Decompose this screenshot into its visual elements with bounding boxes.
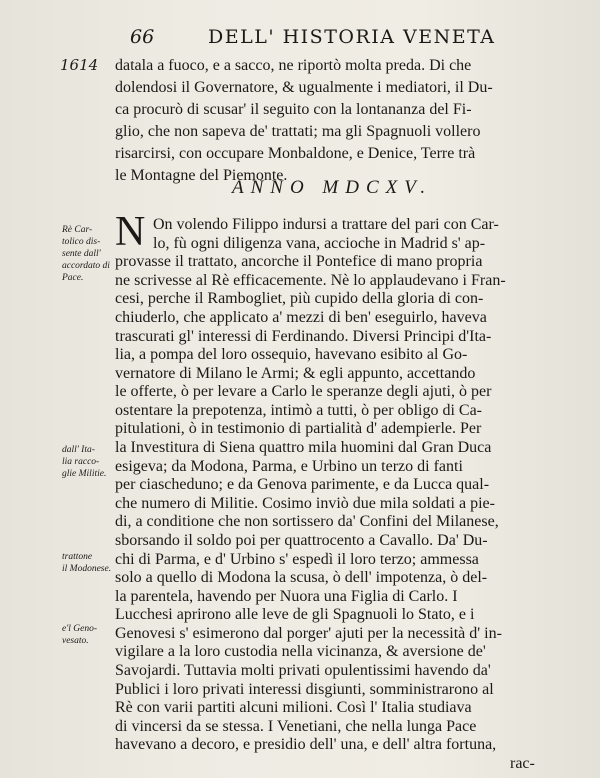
margin-note-line: dall' Ita- [62, 445, 95, 455]
text-line: On volendo Filippo indursi a trattare del pari con Car- [153, 216, 499, 233]
text-line: Lucchesi aprirono alle leve de gli Spagnuoli lo Stato, e i [115, 606, 475, 623]
margin-note-line: lia racco- [62, 457, 100, 467]
text-line: vigilare a la loro custodia nella vicinanza, & aversione de' [115, 643, 486, 660]
text-line: di vincersi da se stessa. I Venetiani, che nella lunga Pace [115, 718, 477, 735]
margin-note [62, 551, 111, 575]
text-line: dolendosi il Governatore, & ugualmente i mediatori, il Du- [115, 79, 493, 96]
text-line: solo a quello di Modona la scusa, ò dell' impotenza, ò del- [115, 569, 488, 586]
margin-note-line: Pace. [62, 273, 84, 283]
running-head: DELL' HISTORIA VENETA [208, 26, 496, 48]
text-line: che numero di Militie. Cosimo inviò due mila soldati a pie- [115, 495, 495, 512]
text-line: trascurati gl' interessi di Ferdinando. Diversi Principi d'Ita- [115, 328, 492, 345]
text-line: la parentela, havendo per Nuora una Figlia di Carlo. I [115, 588, 458, 605]
margin-note-line: e'l Geno- [62, 624, 98, 634]
text-line: chi di Parma, e d' Urbino s' espedì il loro terzo; ammessa [115, 551, 479, 568]
year-heading: ANNO MDCXV. [232, 177, 433, 198]
text-line: ne scrivesse al Rè efficacemente. Nè lo applaudevano i Fran- [115, 272, 506, 289]
margin-note-line: trattone [62, 552, 93, 562]
page-number: 66 [130, 26, 155, 48]
text-line: sborsando il soldo poi per quattrocento a Cavallo. Da' Du- [115, 532, 488, 549]
text-line: ostentare la prepotenza, intimò a tutti, ò per obligo di Ca- [115, 402, 483, 419]
text-line: Rè con varii partiti alcuni milioni. Così l' Italia studiava [115, 699, 472, 716]
margin-note-line: vesato. [62, 636, 89, 646]
text-line: ca procurò di scusar' il seguito con la lontananza del Fi- [115, 101, 472, 118]
text-line: chiuderlo, che applicato a' mezzi di ben' eseguirlo, haveva [115, 309, 487, 326]
text-line: Genovesi s' esimerono dal porger' ajuti per la necessità d' in- [115, 625, 502, 642]
margin-note [62, 444, 106, 480]
text-line: la Investitura di Siena quattro mila huomini dal Gran Duca [115, 439, 492, 456]
text-line: per ciascheduno; e da Genova parimente, e da Lucca qual- [115, 476, 490, 493]
text-line: pitulationi, ò in testimonio di partialità d' adempierle. Per [115, 420, 482, 437]
margin-note [62, 224, 110, 284]
margin-note-line: glie Militie. [62, 469, 107, 479]
margin-note-line: tolico dis- [62, 237, 101, 247]
text-line: Publici i loro privati interessi disgiunti, somministrarono al [115, 681, 494, 698]
year-margin: 1614 [60, 56, 99, 74]
text-line: datala a fuoco, e a sacco, ne riportò molta preda. Di che [115, 57, 472, 74]
text-line: di, a conditione che non sortissero da' Confini del Milanese, [115, 513, 499, 530]
catchword: rac- [510, 755, 535, 772]
text-line: Savojardi. Tuttavia molti privati opulentissimi havendo da' [115, 662, 491, 679]
text-line: lo, fù ogni diligenza vana, accioche in Madrid s' ap- [153, 235, 486, 252]
text-line: risarcirsi, con occupare Monbaldone, e Denice, Terre trà [115, 145, 476, 162]
text-line: lia, a pompa del loro ossequio, havevano esibito al Go- [115, 346, 468, 363]
text-line: le offerte, ò per levare a Carlo le speranze degli ajuti, ò per [115, 383, 492, 400]
margin-note [62, 623, 97, 647]
text-line: esigeva; da Modona, Parma, e Urbino un terzo di fanti [115, 458, 463, 475]
text-line: cesi, perche il Rambogliet, più cupido della gloria di con- [115, 290, 484, 307]
text-line: glio, che non sapeva de' trattati; ma gli Spagnuoli vollero [115, 123, 481, 140]
text-line: havevano a decoro, e presidio dell' una, e dell' altra fortuna, [115, 736, 497, 753]
text-line: provasse il trattato, ancorche il Pontefice di mano propria [115, 253, 483, 270]
margin-note-line: accordato di [62, 261, 110, 271]
text-line: le Montagne del Piemonte. [115, 167, 288, 184]
margin-note-line: sente dall' [62, 249, 101, 259]
drop-cap: N [115, 209, 146, 255]
margin-note-line: Rè Car- [62, 225, 93, 235]
margin-note-line: il Modonese. [62, 564, 112, 574]
text-line: vernatore di Milano le Armi; & egli appunto, accettando [115, 365, 476, 382]
